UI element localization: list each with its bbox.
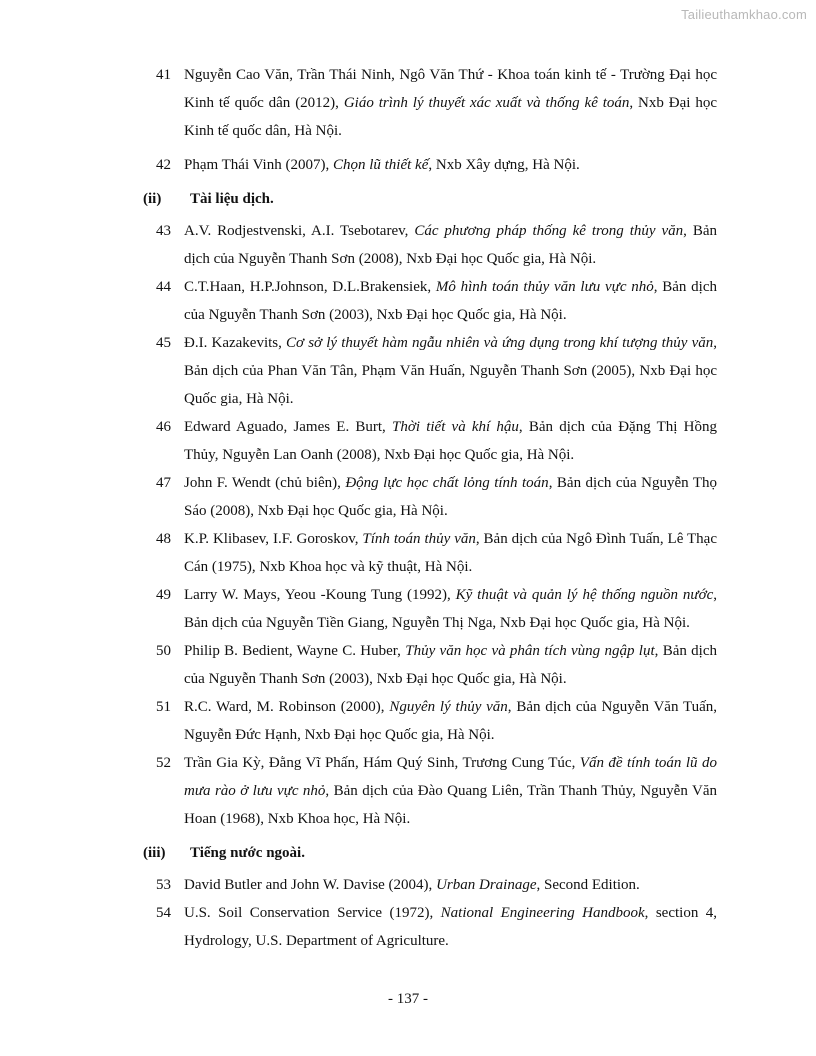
reference-text: Edward Aguado, James E. Burt, Thời tiết và khí hậu, Bản dịch của Đặng Thị Hồng Thủy, Nguyễn Lan Oanh (2008), Nxb Đại học Quốc gia, Hà Nội.: [184, 419, 717, 463]
reference-text: David Butler and John W. Davise (2004), Urban Drainage, Second Edition.: [184, 877, 640, 893]
reference-number: 52: [156, 755, 171, 771]
reference-item: [0, 525, 816, 581]
reference-number: 49: [156, 587, 171, 603]
reference-title: Tính toán thủy văn: [362, 531, 476, 547]
reference-item: [0, 693, 816, 749]
reference-number: 51: [156, 699, 171, 715]
reference-item: [0, 61, 816, 145]
reference-list: [0, 61, 816, 955]
reference-item: [0, 749, 816, 833]
reference-title: Động lực học chất lỏng tính toán: [345, 475, 549, 491]
reference-text: John F. Wendt (chủ biên), Động lực học chất lỏng tính toán, Bản dịch của Nguyễn Thọ Sáo (2008), Nxb Đại học Quốc gia, Hà Nội.: [184, 475, 717, 519]
reference-title: Các phương pháp thống kê trong thủy văn: [414, 223, 684, 239]
reference-text: Phạm Thái Vinh (2007), Chọn lũ thiết kế, Nxb Xây dựng, Hà Nội.: [184, 157, 580, 173]
reference-title: Urban Drainage: [436, 877, 537, 893]
page-number: - 137 -: [388, 991, 428, 1007]
reference-text: Trần Gia Kỳ, Đằng Vĩ Phấn, Hám Quý Sinh, Trương Cung Túc, Vấn đề tính toán lũ do mưa rào ở lưu vực nhỏ, Bản dịch của Đào Quang Liên, Trần Thanh Thủy, Nguyễn Văn Hoan (1968), Nxb Khoa học, Hà Nội.: [184, 755, 718, 827]
reference-number: 53: [156, 877, 171, 893]
reference-item: [0, 581, 816, 637]
reference-title: Cơ sở lý thuyết hàm ngẫu nhiên và ứng dụng trong khí tượng thủy văn: [286, 335, 714, 351]
reference-number: 44: [156, 279, 171, 295]
section-heading-translated: [0, 185, 816, 213]
reference-item: [0, 637, 816, 693]
reference-title: Nguyên lý thủy văn: [389, 699, 508, 715]
section-heading-foreign: [0, 839, 816, 867]
reference-text: Đ.I. Kazakevits, Cơ sở lý thuyết hàm ngẫu nhiên và ứng dụng trong khí tượng thủy văn, Bản dịch của Phan Văn Tân, Phạm Văn Huấn, Nguyễn Thanh Sơn (2005), Nxb Đại học Quốc gia, Hà Nội.: [184, 335, 718, 407]
reference-title: Chọn lũ thiết kế: [332, 157, 429, 173]
reference-title: Thời tiết và khí hậu: [392, 419, 519, 435]
section-title: Tài liệu dịch.: [190, 191, 274, 207]
reference-item: [0, 217, 816, 273]
reference-number: 50: [156, 643, 171, 659]
reference-number: 47: [156, 475, 171, 491]
reference-title: Kỹ thuật và quản lý hệ thống nguồn nước: [455, 587, 714, 603]
reference-number: 45: [156, 335, 171, 351]
reference-title: Giáo trình lý thuyết xác xuất và thống kê toán: [343, 95, 630, 111]
reference-text: A.V. Rodjestvenski, A.I. Tsebotarev, Các phương pháp thống kê trong thủy văn, Bản dịch của Nguyễn Thanh Sơn (2008), Nxb Đại học Quốc gia, Hà Nội.: [184, 223, 718, 267]
reference-item: [0, 329, 816, 413]
reference-title: Vấn đề tính toán lũ do mưa rào ở lưu vực nhỏ: [184, 755, 717, 799]
reference-title: Thủy văn học và phân tích vùng ngập lụt: [405, 643, 655, 659]
reference-number: 46: [156, 419, 171, 435]
reference-text: R.C. Ward, M. Robinson (2000), Nguyên lý thủy văn, Bản dịch của Nguyễn Văn Tuấn, Nguyễn Đức Hạnh, Nxb Đại học Quốc gia, Hà Nội.: [184, 699, 717, 743]
reference-item: [0, 413, 816, 469]
reference-text: U.S. Soil Conservation Service (1972), National Engineering Handbook, section 4, Hydrology, U.S. Department of Agriculture.: [184, 905, 717, 949]
reference-number: 54: [156, 905, 171, 921]
reference-item: [0, 899, 816, 955]
watermark: Tailieuthamkhao.com: [681, 7, 807, 22]
reference-text: Nguyễn Cao Văn, Trần Thái Ninh, Ngô Văn Thứ - Khoa toán kinh tế - Trường Đại học Kinh tế quốc dân (2012), Giáo trình lý thuyết xác xuất và thống kê toán, Nxb Đại học Kinh tế quốc dân, Hà Nội.: [184, 67, 717, 139]
reference-text: C.T.Haan, H.P.Johnson, D.L.Brakensiek, Mô hình toán thủy văn lưu vực nhỏ, Bản dịch của Nguyễn Thanh Sơn (2003), Nxb Đại học Quốc gia, Hà Nội.: [184, 279, 717, 323]
section-title: Tiếng nước ngoài.: [190, 845, 305, 861]
reference-item: [0, 151, 816, 179]
reference-number: 48: [156, 531, 171, 547]
reference-number: 43: [156, 223, 171, 239]
reference-item: [0, 469, 816, 525]
reference-item: [0, 273, 816, 329]
reference-number: 41: [156, 67, 171, 83]
reference-item: [0, 871, 816, 899]
reference-text: Larry W. Mays, Yeou -Koung Tung (1992), Kỹ thuật và quản lý hệ thống nguồn nước, Bản dịch của Nguyễn Tiền Giang, Nguyễn Thị Nga, Nxb Đại học Quốc gia, Hà Nội.: [184, 587, 717, 631]
section-numeral: (ii): [143, 191, 162, 207]
reference-number: 42: [156, 157, 171, 173]
reference-title: National Engineering Handbook: [440, 905, 645, 921]
reference-text: K.P. Klibasev, I.F. Goroskov, Tính toán thủy văn, Bản dịch của Ngô Đình Tuấn, Lê Thạc Cán (1975), Nxb Khoa học và kỹ thuật, Hà Nội.: [184, 531, 718, 575]
reference-text: Philip B. Bedient, Wayne C. Huber, Thủy văn học và phân tích vùng ngập lụt, Bản dịch của Nguyễn Thanh Sơn (2003), Nxb Đại học Quốc gia, Hà Nội.: [184, 643, 717, 687]
reference-title: Mô hình toán thủy văn lưu vực nhỏ: [435, 279, 654, 295]
section-numeral: (iii): [143, 845, 166, 861]
